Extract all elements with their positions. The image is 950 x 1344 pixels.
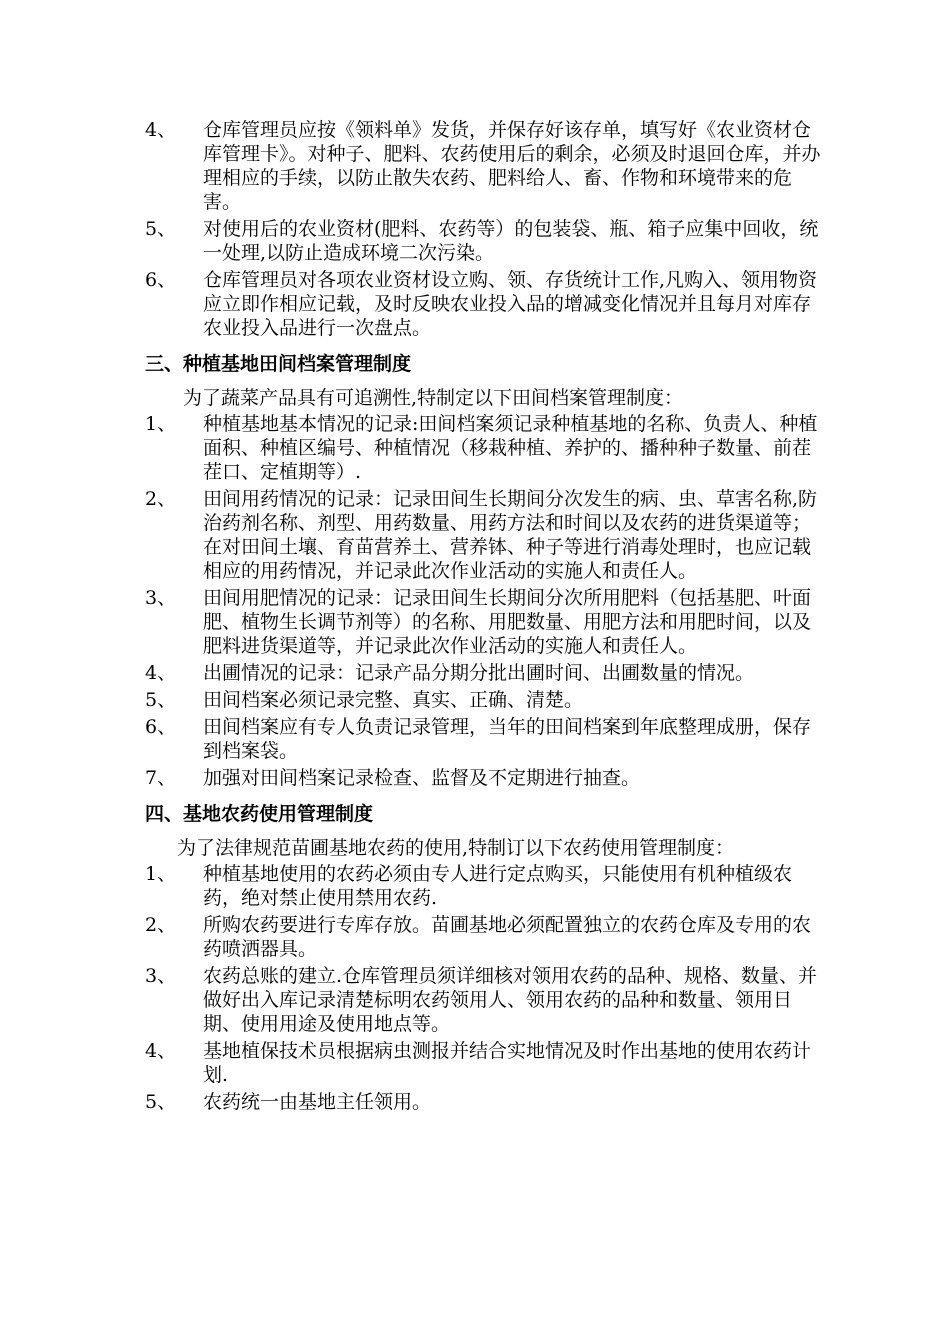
item-number: 3、 [145,587,177,609]
section-intro: 为了法律规范苗圃基地农药的使用,特制订以下农药使用管理制度： [177,837,735,859]
item-number: 2、 [145,488,177,510]
warehouse-rules-continued [145,118,825,340]
list-item [145,715,825,763]
list-item [145,1090,825,1114]
item-number: 2、 [145,914,177,936]
section-heading: 三、种植基地田间档案管理制度 [145,353,412,375]
item-text: 田间档案应有专人负责记录管理，当年的田间档案到年底整理成册，保存到档案袋。 [203,716,812,762]
item-number: 4、 [145,662,177,684]
item-number: 4、 [145,1040,177,1062]
list-item [145,688,825,712]
list-item [145,118,825,214]
item-number: 5、 [145,218,177,240]
list-item [145,268,825,340]
item-number: 5、 [145,1091,177,1113]
item-text: 出圃情况的记录：记录产品分期分批出圃时间、出圃数量的情况。 [203,662,755,684]
section-field-records [145,352,825,790]
item-number: 3、 [145,965,177,987]
item-text: 加强对田间档案记录检查、监督及不定期进行抽查。 [203,767,641,789]
item-text: 田间用药情况的记录：记录田间生长期间分次发生的病、虫、草害名称,防治药剂名称、剂型、用药数量、用药方法和时间以及农药的进货渠道等；在对田间土壤、育苗营养土、营养钵、种子等进行消毒处理时，也应记载相应的用药情况，并记录此次作业活动的实施人和责任人。 [203,488,818,582]
item-text: 所购农药要进行专库存放。苗圃基地必须配置独立的农药仓库及专用的农药喷洒器具。 [203,914,812,960]
item-text: 田间用肥情况的记录：记录田间生长期间分次所用肥料（包括基肥、叶面肥、植物生长调节剂等）的名称、用肥数量、用肥方法和用肥时间，以及肥料进货渠道等，并记录此次作业活动的实施人和责任人。 [203,587,812,657]
list-item [145,586,825,658]
list-item [145,862,825,910]
section-heading: 四、基地农药使用管理制度 [145,803,374,825]
item-text: 农药统一由基地主任领用。 [203,1091,432,1113]
item-number: 5、 [145,689,177,711]
item-text: 对使用后的农业资材(肥料、农药等）的包装袋、瓶、箱子应集中回收，统一处理,以防止造成环境二次污染。 [203,218,819,264]
item-text: 基地植保技术员根据病虫测报并结合实地情况及时作出基地的使用农药计划. [203,1040,812,1086]
section-intro: 为了蔬菜产品具有可追溯性,特制定以下田间档案管理制度： [183,387,684,409]
item-number: 4、 [145,119,177,141]
list-item [145,487,825,583]
list-item [145,661,825,685]
item-text: 农药总账的建立.仓库管理员须详细核对领用农药的品种、规格、数量、并做好出入库记录清楚标明农药领用人、领用农药的品种和数量、领用日期、使用用途及使用地点等。 [203,965,818,1035]
section-pesticide-rules [145,802,825,1114]
item-number: 7、 [145,767,177,789]
item-number: 6、 [145,269,177,291]
list-item [145,766,825,790]
item-number: 1、 [145,413,177,435]
item-text: 仓库管理员对各项农业资材设立购、领、存货统计工作,凡购入、领用物资应立即作相应记载，及时反映农业投入品的增减变化情况并且每月对库存农业投入品进行一次盘点。 [203,269,818,339]
list-item [145,412,825,484]
list-item [145,964,825,1036]
list-item [145,913,825,961]
item-number: 6、 [145,716,177,738]
document-body [145,118,825,1117]
list-item [145,1039,825,1087]
item-number: 1、 [145,863,177,885]
list-item [145,217,825,265]
item-text: 种植基地基本情况的记录:田间档案须记录种植基地的名称、负责人、种植面积、种植区编号、种植情况（移栽种植、养护的、播种种子数量、前茬茬口、定植期等）. [203,413,818,483]
item-text: 仓库管理员应按《领料单》发货，并保存好该存单，填写好《农业资材仓库管理卡》。对种子、肥料、农药使用后的剩余，必须及时退回仓库，并办理相应的手续，以防止散失农药、肥料给人、畜、作物和环境带来的危害。 [203,119,821,213]
item-text: 田间档案必须记录完整、真实、正确、清楚。 [203,689,584,711]
item-text: 种植基地使用的农药必须由专人进行定点购买，只能使用有机种植级农药，绝对禁止使用禁用农药. [203,863,793,909]
